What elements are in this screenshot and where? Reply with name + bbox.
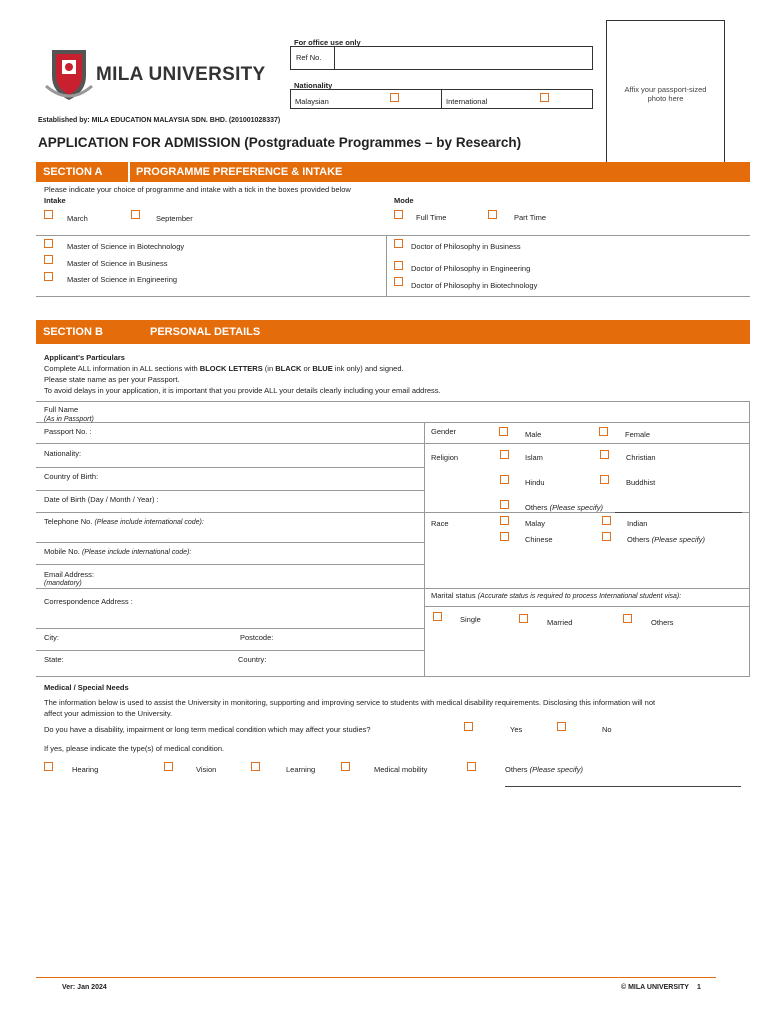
religion-islam-checkbox[interactable] [500, 450, 509, 459]
intake-label: Intake [44, 196, 66, 205]
full-name-label: Full Name [44, 405, 79, 414]
programme-msc-business-checkbox[interactable] [44, 255, 53, 264]
marital-others-checkbox[interactable] [623, 614, 632, 623]
section-b-heading: PERSONAL DETAILS [150, 326, 261, 338]
ref-no-label: Ref No. [296, 53, 322, 62]
logo [44, 46, 94, 104]
instruction-line-2: Please state name as per your Passport. [44, 375, 180, 384]
religion-buddhist-checkbox[interactable] [600, 475, 609, 484]
religion-buddhist-label: Buddhist [626, 478, 656, 487]
photo-text: Affix your passport-sized photo here [624, 85, 707, 103]
nat-international-checkbox[interactable] [540, 93, 549, 102]
section-a-heading: PROGRAMME PREFERENCE & INTAKE [136, 166, 343, 178]
telephone-label: Telephone No. (Please include international code): [44, 517, 204, 526]
ref-no-box[interactable] [290, 46, 593, 70]
country-label: Country: [238, 655, 267, 664]
section-a-label: SECTION A [43, 166, 103, 178]
race-indian-label: Indian [627, 519, 648, 528]
section-a-instruction: Please indicate your choice of programme and intake with a tick in the boxes provided below [44, 185, 351, 194]
race-malay-label: Malay [525, 519, 546, 528]
religion-hindu-checkbox[interactable] [500, 475, 509, 484]
gender-male-label: Male [525, 430, 542, 439]
medical-hearing-checkbox[interactable] [44, 762, 53, 771]
full-name-field[interactable] [36, 402, 749, 422]
logo-text: MILA UNIVERSITY [96, 64, 266, 85]
nationality-label: Nationality [294, 81, 333, 90]
page-title: APPLICATION FOR ADMISSION (Postgraduate Programmes – by Research) [38, 135, 522, 150]
medical-info: The information below is used to assist the University in monitoring, supporting and improving service to students with medical disability requirements. Disclosing this information will not affect your admission to the University. [44, 698, 656, 718]
programme-phd-biotech-label: Doctor of Philosophy in Biotechnology [411, 281, 538, 290]
mode-parttime-checkbox[interactable] [488, 210, 497, 219]
intake-march-checkbox[interactable] [44, 210, 53, 219]
mode-label: Mode [394, 196, 414, 205]
medical-title: Medical / Special Needs [44, 683, 129, 692]
crest-icon [44, 46, 94, 104]
nat-international-label: International [446, 97, 488, 106]
established-text: Established by: MILA EDUCATION MALAYSIA SDN. BHD. (201001028337) [38, 117, 281, 124]
programme-phd-biotech-checkbox[interactable] [394, 277, 403, 286]
mode-fulltime-label: Full Time [416, 213, 447, 222]
instruction-line-1: Complete ALL information in ALL sections with BLOCK LETTERS (in BLACK or BLUE ink only) and signed. [44, 364, 404, 373]
nat-malaysian-checkbox[interactable] [390, 93, 399, 102]
medical-others-specify-line[interactable] [505, 786, 741, 787]
religion-christian-checkbox[interactable] [600, 450, 609, 459]
mode-parttime-label: Part Time [514, 213, 547, 222]
medical-no-checkbox[interactable] [557, 722, 566, 731]
religion-others-checkbox[interactable] [500, 500, 509, 509]
race-chinese-label: Chinese [525, 535, 553, 544]
gender-female-checkbox[interactable] [599, 427, 608, 436]
medical-learning-label: Learning [286, 765, 316, 774]
marital-label: Marital status (Accurate status is required to process International student visa): [431, 591, 682, 600]
intake-september-checkbox[interactable] [131, 210, 140, 219]
passport-no-label: Passport No. : [44, 427, 92, 436]
intake-march-label: March [67, 214, 88, 223]
medical-if-yes: If yes, please indicate the type(s) of medical condition. [44, 744, 225, 753]
marital-married-label: Married [547, 618, 573, 627]
medical-vision-label: Vision [196, 765, 217, 774]
section-b-label: SECTION B [43, 326, 103, 338]
mode-fulltime-checkbox[interactable] [394, 210, 403, 219]
gender-female-label: Female [625, 430, 651, 439]
medical-mobility-label: Medical mobility [374, 765, 428, 774]
footer-copyright: © MILA UNIVERSITY [621, 984, 689, 991]
gender-male-checkbox[interactable] [499, 427, 508, 436]
nationality-field-label: Nationality: [44, 449, 82, 458]
as-in-passport-note: (As in Passport) [44, 416, 94, 423]
medical-mobility-checkbox[interactable] [341, 762, 350, 771]
medical-hearing-label: Hearing [72, 765, 99, 774]
footer-version: Ver: Jan 2024 [62, 984, 107, 991]
email-label: Email Address: [44, 570, 95, 579]
religion-christian-label: Christian [626, 453, 656, 462]
programme-phd-engineering-label: Doctor of Philosophy in Engineering [411, 264, 531, 273]
office-use-label: For office use only [294, 38, 361, 47]
marital-single-label: Single [460, 615, 481, 624]
footer-page-number: 1 [697, 984, 701, 991]
nat-malaysian-label: Malaysian [295, 97, 329, 106]
medical-vision-checkbox[interactable] [164, 762, 173, 771]
medical-others-checkbox[interactable] [467, 762, 476, 771]
programme-msc-biotech-label: Master of Science in Biotechnology [67, 242, 185, 251]
race-chinese-checkbox[interactable] [500, 532, 509, 541]
medical-others-label: Others (Please specify) [505, 765, 583, 774]
mobile-label: Mobile No. (Please include international code): [44, 547, 192, 556]
marital-single-checkbox[interactable] [433, 612, 442, 621]
programme-phd-business-checkbox[interactable] [394, 239, 403, 248]
religion-hindu-label: Hindu [525, 478, 545, 487]
instruction-line-3: To avoid delays in your application, it is important that you provide ALL your details clearly including your email address. [44, 386, 441, 395]
race-label: Race [431, 519, 449, 528]
correspondence-label: Correspondence Address : [44, 597, 133, 606]
city-label: City: [44, 633, 59, 642]
medical-learning-checkbox[interactable] [251, 762, 260, 771]
race-malay-checkbox[interactable] [500, 516, 509, 525]
religion-islam-label: Islam [525, 453, 543, 462]
marital-others-label: Others [651, 618, 674, 627]
programme-msc-engineering-label: Master of Science in Engineering [67, 275, 178, 284]
particulars-title: Applicant's Particulars [44, 353, 125, 362]
programme-msc-business-label: Master of Science in Business [67, 259, 168, 268]
dob-label: Date of Birth (Day / Month / Year) : [44, 495, 159, 504]
race-others-checkbox[interactable] [602, 532, 611, 541]
programme-msc-engineering-checkbox[interactable] [44, 272, 53, 281]
programme-phd-business-label: Doctor of Philosophy in Business [411, 242, 521, 251]
section-b-bar [36, 320, 750, 344]
religion-label: Religion [431, 453, 459, 462]
country-of-birth-label: Country of Birth: [44, 472, 99, 481]
medical-no-label: No [602, 725, 612, 734]
religion-others-label: Others (Please specify) [525, 503, 603, 512]
marital-married-checkbox[interactable] [519, 614, 528, 623]
state-label: State: [44, 655, 64, 664]
medical-yes-checkbox[interactable] [464, 722, 473, 731]
mandatory-note: (mandatory) [44, 580, 82, 587]
race-others-label: Others (Please specify) [627, 535, 705, 544]
programme-phd-engineering-checkbox[interactable] [394, 261, 403, 270]
race-indian-checkbox[interactable] [602, 516, 611, 525]
intake-september-label: September [156, 214, 193, 223]
postcode-label: Postcode: [240, 633, 274, 642]
medical-question: Do you have a disability, impairment or long term medical condition which may affect your studies? [44, 725, 371, 734]
medical-yes-label: Yes [510, 725, 523, 734]
gender-label: Gender [431, 427, 457, 436]
programme-msc-biotech-checkbox[interactable] [44, 239, 53, 248]
